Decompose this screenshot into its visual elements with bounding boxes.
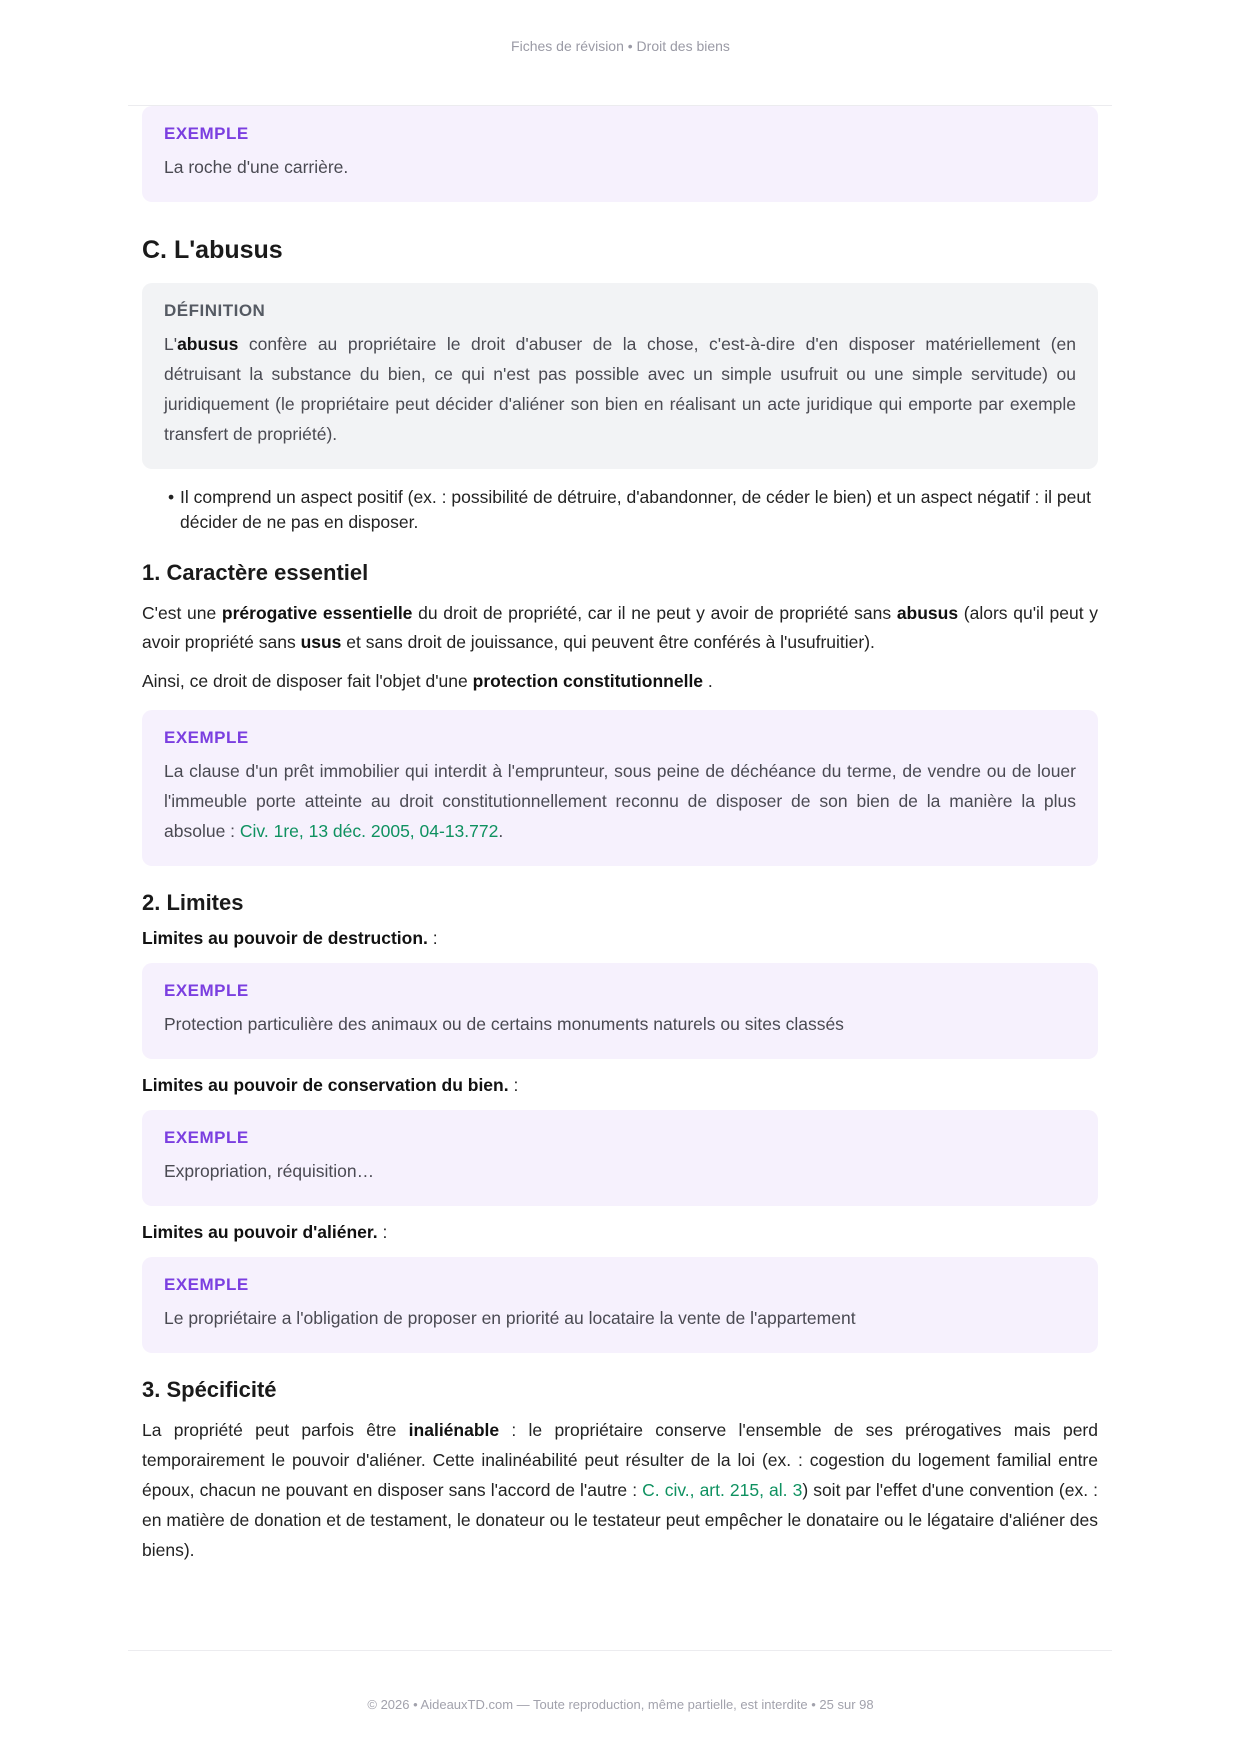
page-footer: © 2026 • AideauxTD.com — Toute reproduction, même partielle, est interdite • 25 sur 98 <box>367 1697 874 1712</box>
article-reference-link[interactable]: C. civ., art. 215, al. 3 <box>642 1480 803 1500</box>
list-item: • Il comprend un aspect positif (ex. : possibilité de détruire, d'abandonner, de céder le bien) et un aspect négatif : il peut décider de ne pas en disposer. <box>168 485 1098 535</box>
bullet-list <box>142 485 1098 535</box>
subsection-title-limits: 2. Limites <box>142 890 244 915</box>
page-content <box>142 106 1098 1565</box>
example-label: EXEMPLE <box>164 728 249 747</box>
example-label: EXEMPLE <box>164 981 249 1000</box>
example-box <box>142 1110 1098 1206</box>
example-box <box>142 106 1098 202</box>
definition-box <box>142 283 1098 469</box>
example-text: Expropriation, réquisition… <box>164 1161 375 1181</box>
example-label: EXEMPLE <box>164 1128 249 1147</box>
case-reference-link[interactable]: Civ. 1re, 13 déc. 2005, 04-13.772 <box>239 821 499 841</box>
definition-label: DÉFINITION <box>164 301 266 320</box>
footer-divider <box>128 1650 1112 1651</box>
definition-text: L'abusus confère au propriétaire le droit d'abuser de la chose, c'est-à-dire d'en disposer matériellement (en détruisant la substance du bien, ce qui n'est pas possible avec un simple usufruit ou une simple servitude) ou juridiquement (le propriétaire peut décider d'aliéner son bien en réalisant un acte juridique qui emporte par exemple transfert de propriété). <box>164 334 1076 444</box>
example-box <box>142 1257 1098 1353</box>
subsection-title-essential: 1. Caractère essentiel <box>142 560 369 585</box>
example-box <box>142 710 1098 866</box>
paragraph-essential: C'est une prérogative essentielle du droit de propriété, car il ne peut y avoir de propriété sans abusus (alors qu'il peut y avoir propriété sans usus et sans droit de jouissance, qui peuvent être conférés à l'usufruitier). <box>142 603 1099 652</box>
example-label: EXEMPLE <box>164 1275 249 1294</box>
page-header: Fiches de révision • Droit des biens <box>511 38 730 54</box>
example-box <box>142 963 1098 1059</box>
paragraph-constitutional: Ainsi, ce droit de disposer fait l'objet d'une protection constitutionnelle . <box>142 671 713 691</box>
paragraph-specificity: La propriété peut parfois être inaliénable : le propriétaire conserve l'ensemble de ses prérogatives mais perd temporairement le pouvoir d'aliéner. Cette inalinéabilité peut résulter de la loi (ex. : cogestion du logement familial entre époux, chacun ne pouvant en disposer sans l'accord de l'autre : C. civ., art. 215, al. 3) soit par l'effet d'une convention (ex. : en matière de donation et de testament, le donateur ou le testateur peut empêcher le donataire ou le légataire d'aliéner des biens). <box>142 1420 1098 1560</box>
example-text: Protection particulière des animaux ou de certains monuments naturels ou sites classés <box>164 1014 844 1034</box>
example-text: La clause d'un prêt immobilier qui interdit à l'emprunteur, sous peine de déchéance du terme, de vendre ou de louer l'immeuble porte atteinte au droit constitutionnellement reconnu de disposer de son bien de la manière la plus absolue : Civ. 1re, 13 déc. 2005, 04-13.772. <box>164 761 1076 841</box>
limit-label-destruction: Limites au pouvoir de destruction. : <box>142 928 438 948</box>
limit-label-conservation: Limites au pouvoir de conservation du bien. : <box>142 1075 519 1095</box>
limit-label-alienation: Limites au pouvoir d'aliéner. : <box>142 1222 388 1242</box>
example-text: Le propriétaire a l'obligation de proposer en priorité au locataire la vente de l'appartement <box>164 1308 856 1328</box>
example-text: La roche d'une carrière. <box>164 157 349 177</box>
subsection-title-specificity: 3. Spécificité <box>142 1377 277 1402</box>
example-label: EXEMPLE <box>164 124 249 143</box>
term-abusus: abusus <box>177 334 239 354</box>
section-title: C. L'abusus <box>142 236 283 264</box>
